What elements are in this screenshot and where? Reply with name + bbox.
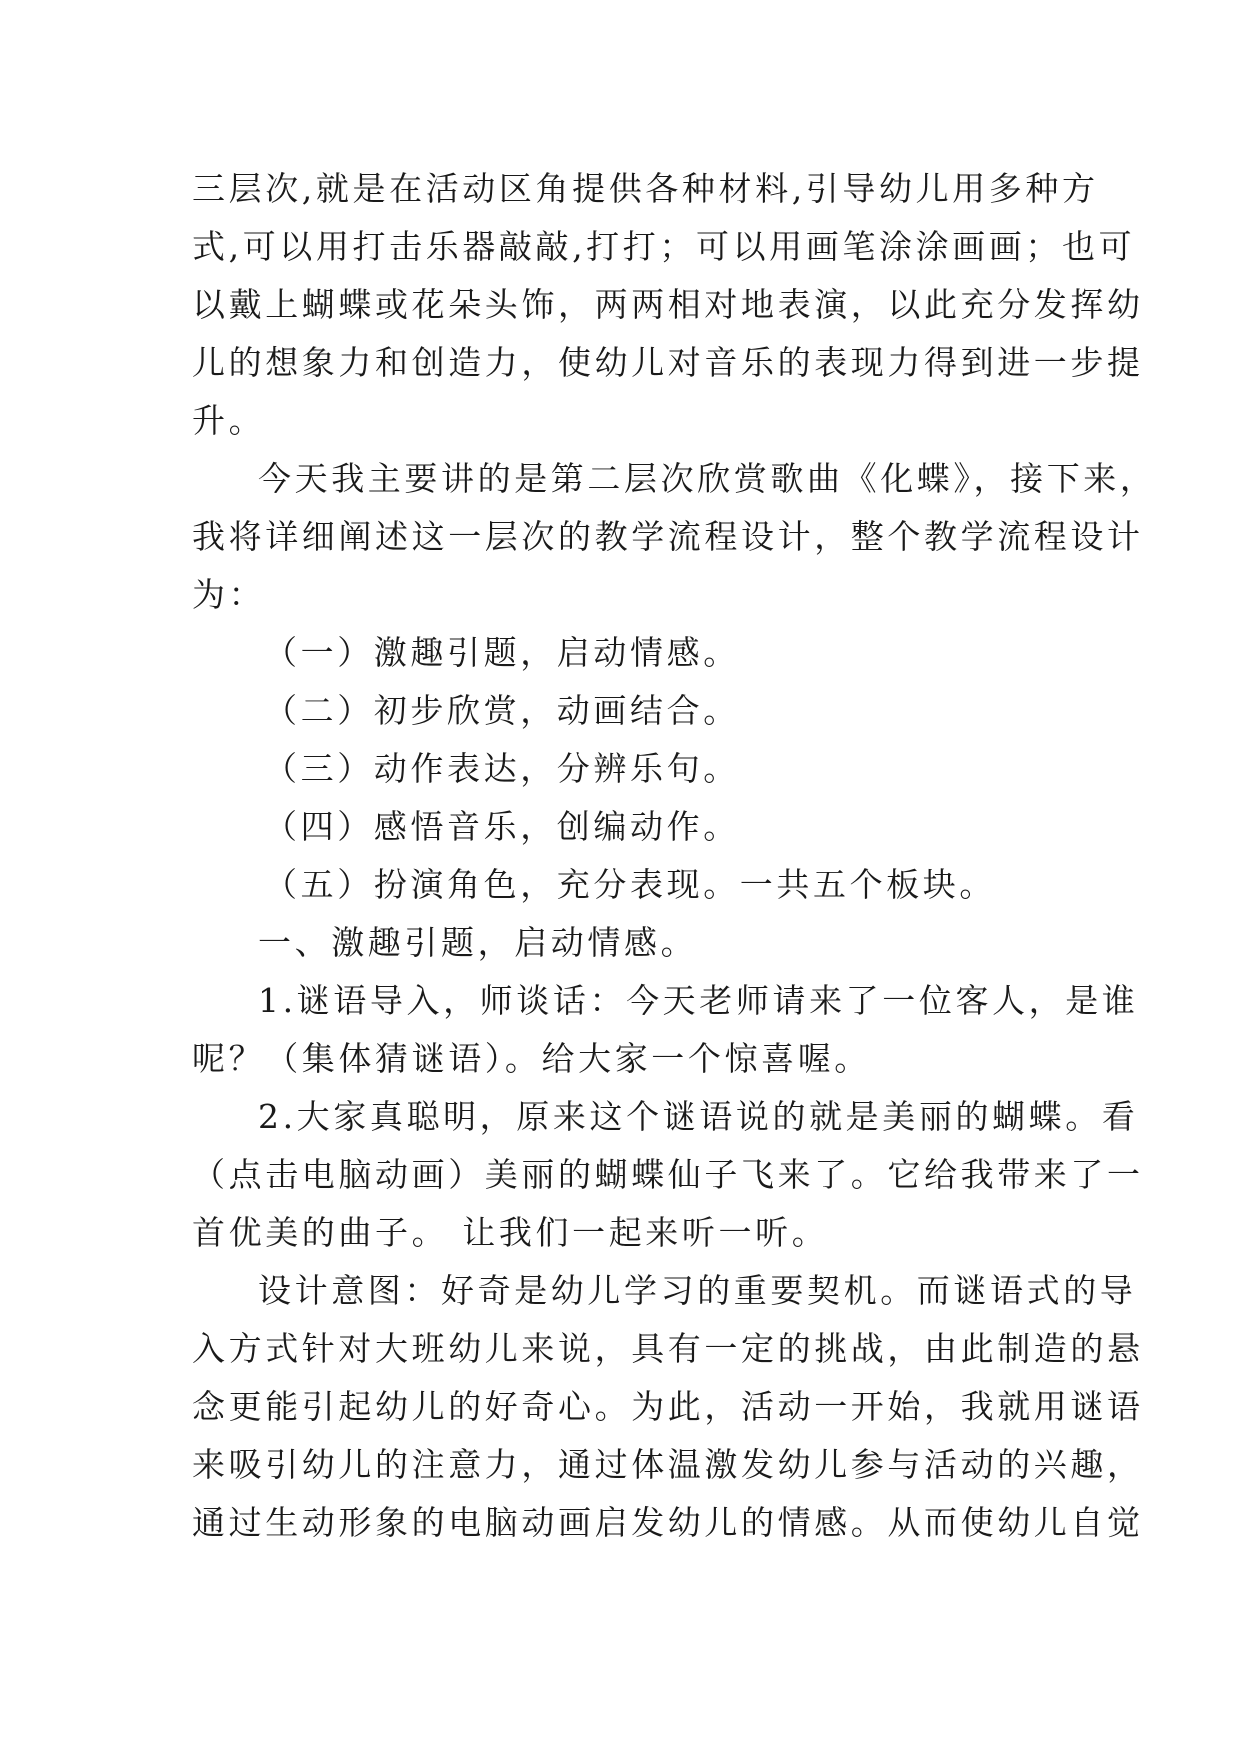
section-heading: 一、激趣引题，启动情感。	[258, 923, 698, 962]
text-line: 首优美的曲子。 让我们一起来听一听。	[192, 1213, 829, 1252]
outline-item-1: （一）激趣引题，启动情感。	[264, 633, 740, 672]
text-line: 入方式针对大班幼儿来说，具有一定的挑战，由此制造的悬	[192, 1329, 1144, 1368]
paragraph-start: 今天我主要讲的是第二层次欣赏歌曲《化蝶》，接下来，	[258, 459, 1157, 498]
outline-item-4: （四）感悟音乐，创编动作。	[264, 807, 740, 846]
text-line: 为：	[192, 575, 266, 614]
outline-item-5: （五）扮演角色，充分表现。一共五个板块。	[264, 865, 996, 904]
text-line: 升。	[192, 401, 266, 440]
text-line: 来吸引幼儿的注意力，通过体温激发幼儿参与活动的兴趣，	[192, 1445, 1144, 1484]
outline-item-2: （二）初步欣赏，动画结合。	[264, 691, 740, 730]
text-line: 呢？（集体猜谜语）。给大家一个惊喜喔。	[192, 1039, 871, 1078]
text-line: 三层次,就是在活动区角提供各种材料,引导幼儿用多种方	[192, 169, 1099, 208]
text-line: 以戴上蝴蝶或花朵头饰，两两相对地表演，以此充分发挥幼	[192, 285, 1144, 324]
text-line: （点击电脑动画）美丽的蝴蝶仙子飞来了。它给我带来了一	[192, 1155, 1144, 1194]
outline-item-3: （三）动作表达，分辨乐句。	[264, 749, 740, 788]
text-line: 通过生动形象的电脑动画启发幼儿的情感。从而使幼儿自觉	[192, 1503, 1144, 1542]
text-line: 念更能引起幼儿的好奇心。为此，活动一开始，我就用谜语	[192, 1387, 1144, 1426]
paragraph-start: 1.谜语导入，师谈话：今天老师请来了一位客人，是谁	[258, 981, 1139, 1020]
paragraph-start: 2.大家真聪明，原来这个谜语说的就是美丽的蝴蝶。看	[258, 1097, 1139, 1136]
text-line: 儿的想象力和创造力，使幼儿对音乐的表现力得到进一步提	[192, 343, 1144, 382]
text-line: 式,可以用打击乐器敲敲,打打；可以用画笔涂涂画画；也可	[192, 227, 1136, 266]
paragraph-start: 设计意图：好奇是幼儿学习的重要契机。而谜语式的导	[258, 1271, 1137, 1310]
text-line: 我将详细阐述这一层次的教学流程设计，整个教学流程设计	[192, 517, 1144, 556]
document-page	[192, 160, 1157, 1552]
